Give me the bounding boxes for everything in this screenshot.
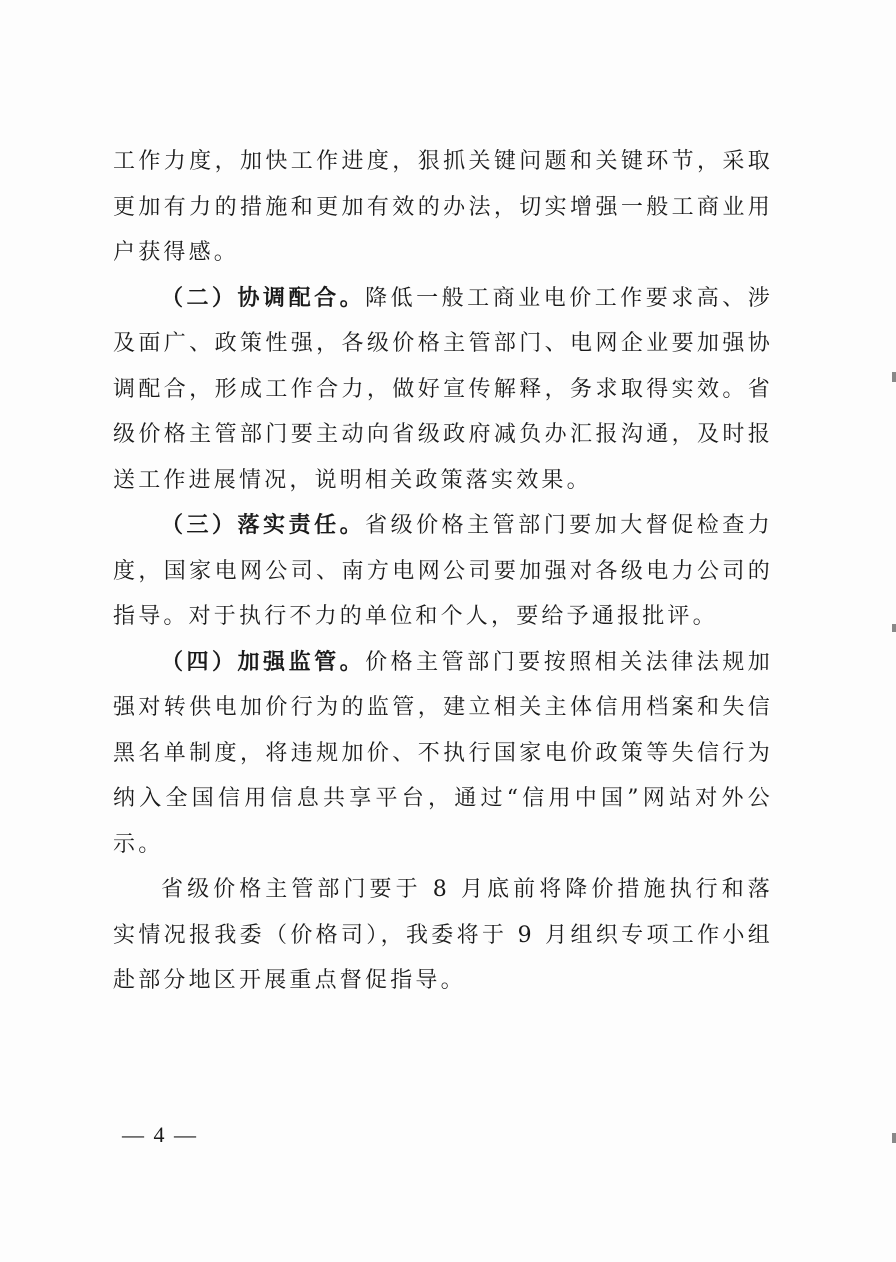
scan-edge-mark (892, 624, 896, 632)
section-heading-supervision: （四）加强监管。 (161, 648, 366, 675)
paragraph-text: 省级价格主管部门要于 8 月底前将降价措施执行和落实情况报我委（价格司），我委将于 9 月组织专项工作小组赴部分地区开展重点督促指导。 (113, 877, 773, 993)
section-heading-coordination: （二）协调配合。 (161, 284, 366, 311)
paragraph-text: 降低一般工商业电价工作要求高、涉及面广、政策性强，各级价格主管部门、电网企业要加强协调配合，形成工作合力，做好宣传解释，务求取得实效。省级价格主管部门要主动向省级政府减负办汇报沟通，及时报送工作进展情况，说明相关政策落实效果。 (113, 285, 773, 493)
section-heading-responsibility: （三）落实责任。 (161, 512, 366, 538)
paragraph-responsibility (113, 503, 773, 640)
paragraph-text: 省级价格主管部门要加大督促检查力度，国家电网公司、南方电网公司要加强对各级电力公司的指导。对于执行不力的单位和个人，要给予通报批评。 (113, 513, 773, 629)
document-body (113, 139, 773, 1004)
paragraph-supervision (113, 640, 773, 868)
scan-edge-mark (892, 1133, 896, 1143)
page-number: — 4 — (122, 1122, 198, 1147)
paragraph-text: 工作力度，加快工作进度，狠抓关键问题和关键环节，采取更加有力的措施和更加有效的办法，切实增强一般工商业用户获得感。 (113, 149, 773, 265)
paragraph-coordination (113, 276, 773, 504)
paragraph-text: 价格主管部门要按照相关法律法规加强对转供电加价行为的监管，建立相关主体信用档案和失信黑名单制度，将违规加价、不执行国家电价政策等失信行为纳入全国信用信息共享平台，通过“信用中国”网站对外公示。 (113, 649, 773, 857)
paragraph-continuation (113, 139, 773, 276)
paragraph-reporting (113, 867, 773, 1004)
scan-edge-mark (892, 372, 896, 382)
